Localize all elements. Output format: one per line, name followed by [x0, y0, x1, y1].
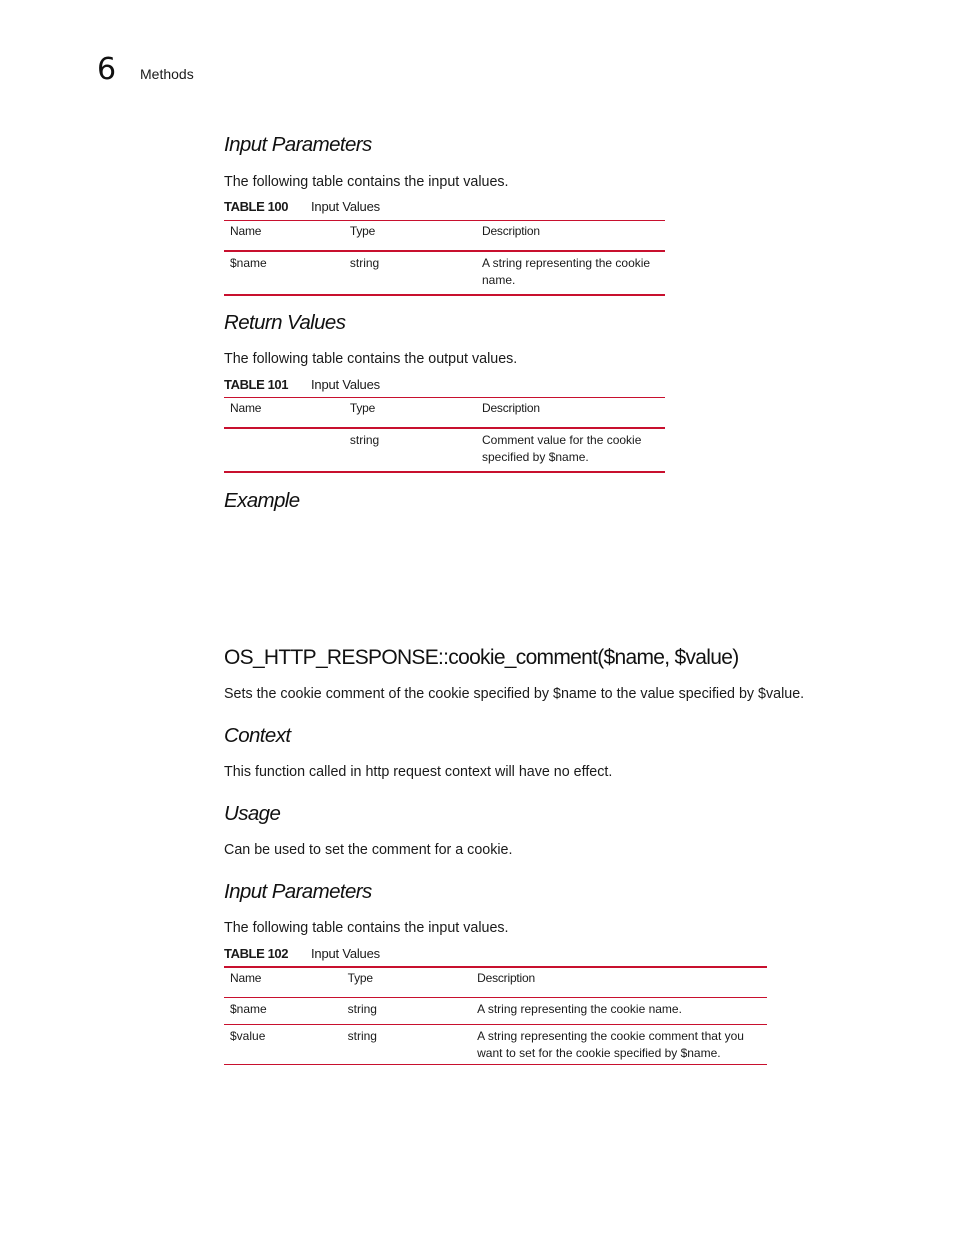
table-caption [224, 199, 380, 214]
table-title: Input Values [311, 377, 380, 392]
output-values-table-101 [224, 397, 665, 473]
cell-type: string [349, 256, 380, 270]
cell-name: $name [230, 256, 267, 270]
cell-name: $value [230, 1029, 266, 1043]
cell-name: $name [230, 1002, 267, 1016]
section-heading-input-parameters: Input Parameters [224, 133, 372, 156]
section-intro: The following table contains the output values. [224, 351, 518, 367]
input-values-table-102 [224, 966, 767, 1065]
table-number: TABLE 101 [224, 377, 289, 392]
cell-type: string [349, 433, 380, 447]
column-header-name: Name [230, 224, 262, 238]
table-title: Input Values [311, 199, 380, 214]
table-row [224, 1025, 767, 1065]
cell-type: string [347, 1002, 377, 1016]
chapter-title: Methods [140, 66, 194, 82]
table-caption [224, 946, 380, 961]
column-header-description: Description [477, 971, 535, 985]
table-number: TABLE 100 [224, 199, 289, 214]
cell-description: Comment value for the cookie specified by $name. [481, 433, 642, 464]
table-header-row [224, 398, 665, 429]
table-header-row [224, 967, 767, 998]
section-heading-usage: Usage [224, 802, 281, 825]
cell-description: A string representing the cookie comment that you want to set for the cookie specified by $name. [477, 1029, 744, 1060]
column-header-type: Type [347, 971, 373, 985]
table-row [224, 428, 665, 472]
cell-type: string [347, 1029, 377, 1043]
section-heading-input-parameters: Input Parameters [224, 880, 372, 903]
table-caption [224, 377, 380, 392]
table-row [224, 251, 665, 295]
section-heading-return-values: Return Values [224, 311, 346, 334]
section-intro: The following table contains the input values. [224, 174, 509, 190]
input-values-table-100 [224, 220, 665, 296]
usage-text: Can be used to set the comment for a cookie. [224, 842, 513, 858]
cell-description: A string representing the cookie name. [477, 1002, 682, 1016]
column-header-description: Description [481, 224, 540, 238]
column-header-name: Name [230, 971, 262, 985]
context-text: This function called in http request context will have no effect. [224, 764, 613, 780]
table-title: Input Values [311, 946, 380, 961]
table-header-row [224, 221, 665, 252]
table-number: TABLE 102 [224, 946, 289, 961]
method-title: OS_HTTP_RESPONSE::cookie_comment($name, $value) [224, 646, 739, 669]
chapter-number: 6 [97, 52, 117, 87]
column-header-description: Description [481, 401, 540, 415]
method-description: Sets the cookie comment of the cookie specified by $name to the value specified by $value. [224, 686, 805, 702]
column-header-type: Type [349, 224, 376, 238]
cell-description: A string representing the cookie name. [481, 256, 651, 287]
section-heading-context: Context [224, 724, 291, 747]
column-header-type: Type [349, 401, 376, 415]
section-intro: The following table contains the input values. [224, 920, 509, 936]
column-header-name: Name [230, 401, 262, 415]
cell-name [224, 428, 344, 472]
section-heading-example: Example [224, 489, 300, 512]
table-row [224, 998, 767, 1025]
